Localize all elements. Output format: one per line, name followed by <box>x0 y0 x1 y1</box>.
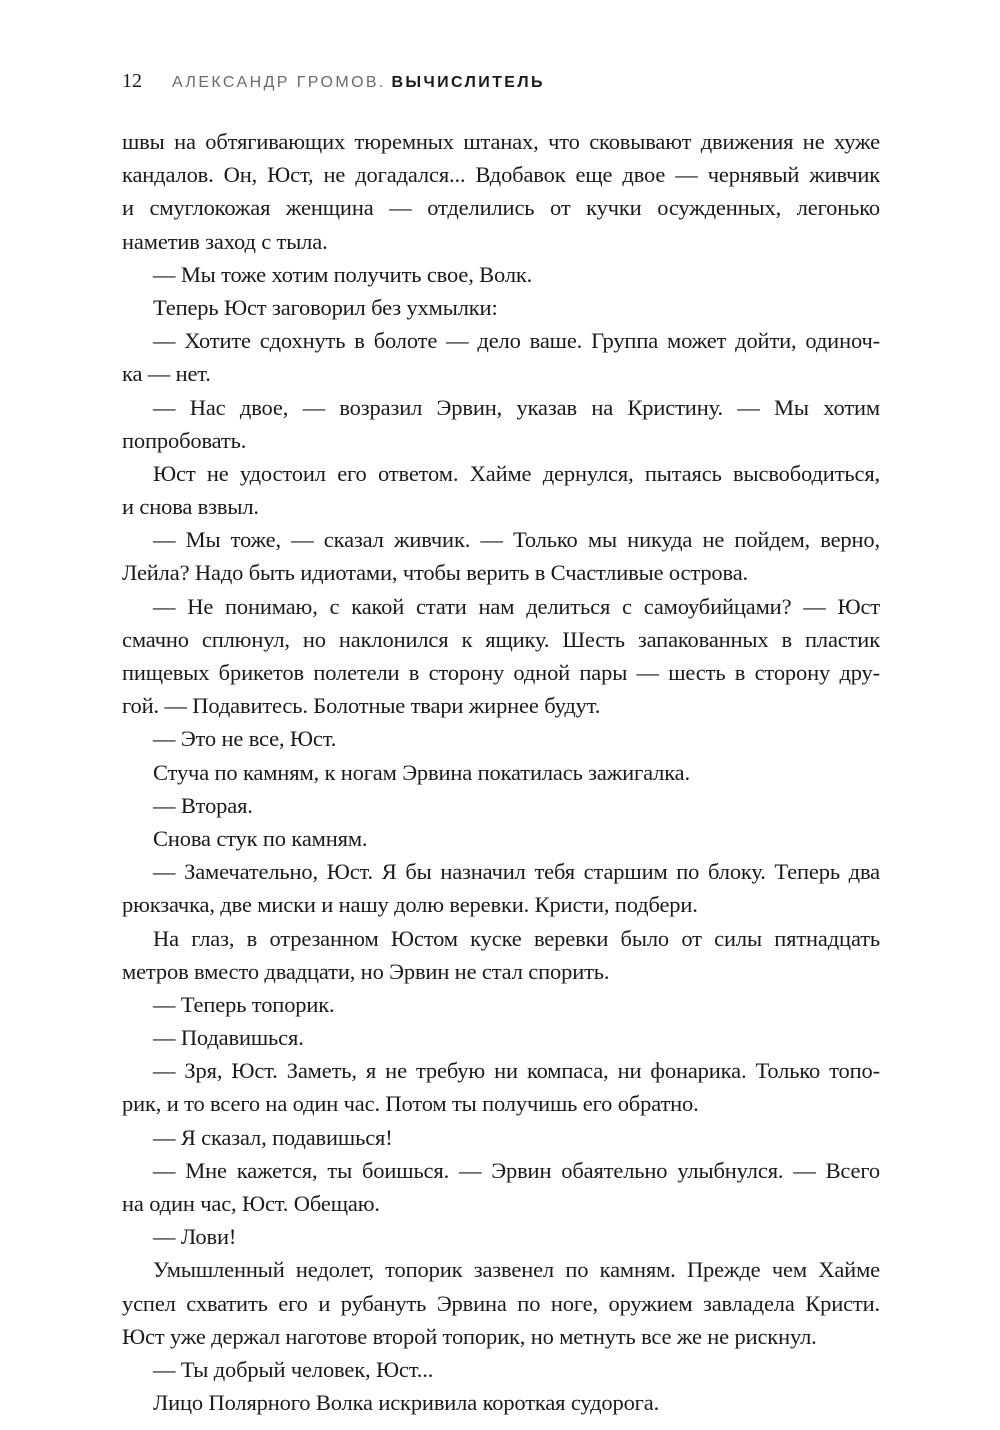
text-line: Снова стук по камням. <box>153 825 368 851</box>
text-line: — Подавишься. <box>153 1025 304 1051</box>
text-line: успел схватить его и рубануть Эрвина по ноге, оружием завладела Кристи. <box>122 1290 880 1316</box>
text-line: пищевых брикетов полетели в сторону одной пары — шесть в сторону дру- <box>122 660 880 685</box>
text-line: кандалов. Он, Юст, не догадался... Вдобавок еще двое — чернявый живчик <box>122 162 880 188</box>
text-line: ка — нет. <box>122 361 211 387</box>
text-line: — Замечательно, Юст. Я бы назначил тебя старшим по блоку. Теперь два <box>153 859 880 885</box>
text-line: — Ты добрый человек, Юст... <box>153 1356 434 1382</box>
text-line: Стуча по камням, к ногам Эрвина покатилась зажигалка. <box>153 759 690 785</box>
text-line: Юст не удостоил его ответом. Хайме дернулся, пытаясь высвободиться, <box>153 460 880 486</box>
text-line: Лейла? Надо быть идиотами, чтобы верить в Счастливые острова. <box>122 560 749 586</box>
text-line: — Лови! <box>153 1224 237 1250</box>
text-line: — Зря, Юст. Заметь, я не требую ни компаса, ни фонарика. Только топо- <box>153 1058 880 1084</box>
text-line: попробовать. <box>122 427 247 453</box>
text-line: Теперь Юст заговорил без ухмылки: <box>153 294 498 320</box>
running-head <box>122 70 545 96</box>
text-line: Лицо Полярного Волка искривила короткая судорога. <box>153 1390 660 1416</box>
text-line: и смуглокожая женщина — отделились от кучки осужденных, легонько <box>122 195 880 221</box>
header-separator: . <box>379 74 384 91</box>
text-line: — Это не все, Юст. <box>153 726 337 752</box>
text-line: Умышленный недолет, топорик зазвенел по камням. Прежде чем Хайме <box>153 1257 880 1283</box>
page-number: 12 <box>122 70 142 92</box>
text-line: — Мы тоже, — сказал живчик. — Только мы никуда не пойдем, верно, <box>153 527 880 553</box>
text-line: — Мне кажется, ты боишься. — Эрвин обаятельно улыбнулся. — Всего <box>153 1157 880 1183</box>
text-line: — Вторая. <box>153 792 253 818</box>
text-line: — Хотите сдохнуть в болоте — дело ваше. Группа может дойти, одиноч- <box>153 328 880 354</box>
text-line: — Нас двое, — возразил Эрвин, указав на Кристину. — Мы хотим <box>153 394 880 420</box>
text-line: — Теперь топорик. <box>153 991 335 1017</box>
author-name: АЛЕКСАНДР ГРОМОВ <box>172 74 379 91</box>
text-line: рик, и то всего на один час. Потом ты получишь его обратно. <box>122 1091 699 1117</box>
text-line: — Я сказал, подавишься! <box>153 1124 393 1150</box>
text-line: рюкзачка, две миски и нашу долю веревки. Кристи, подбери. <box>122 892 698 918</box>
text-line: На глаз, в отрезанном Юстом куске веревки было от силы пятнадцать <box>153 925 880 951</box>
text-line: смачно сплюнул, но наклонился к ящику. Шесть запакованных в пластик <box>122 626 880 652</box>
text-line: и снова взвыл. <box>122 494 259 520</box>
text-line: швы на обтягивающих тюремных штанах, что сковывают движения не хуже <box>122 129 880 154</box>
text-line: наметив заход с тыла. <box>122 228 328 254</box>
text-line: — Мы тоже хотим получить свое, Волк. <box>153 261 533 287</box>
body-text <box>122 125 880 1419</box>
text-line: Юст уже держал наготове второй топорик, но метнуть все же не рискнул. <box>122 1323 817 1349</box>
text-line: на один час, Юст. Обещаю. <box>122 1191 380 1216</box>
text-line: — Не понимаю, с какой стати нам делиться с самоубийцами? — Юст <box>153 593 880 619</box>
text-line: метров вместо двадцати, но Эрвин не стал спорить. <box>122 958 610 984</box>
book-title: ВЫЧИСЛИТЕЛЬ <box>391 74 545 91</box>
text-line: гой. — Подавитесь. Болотные твари жирнее будут. <box>122 693 601 719</box>
